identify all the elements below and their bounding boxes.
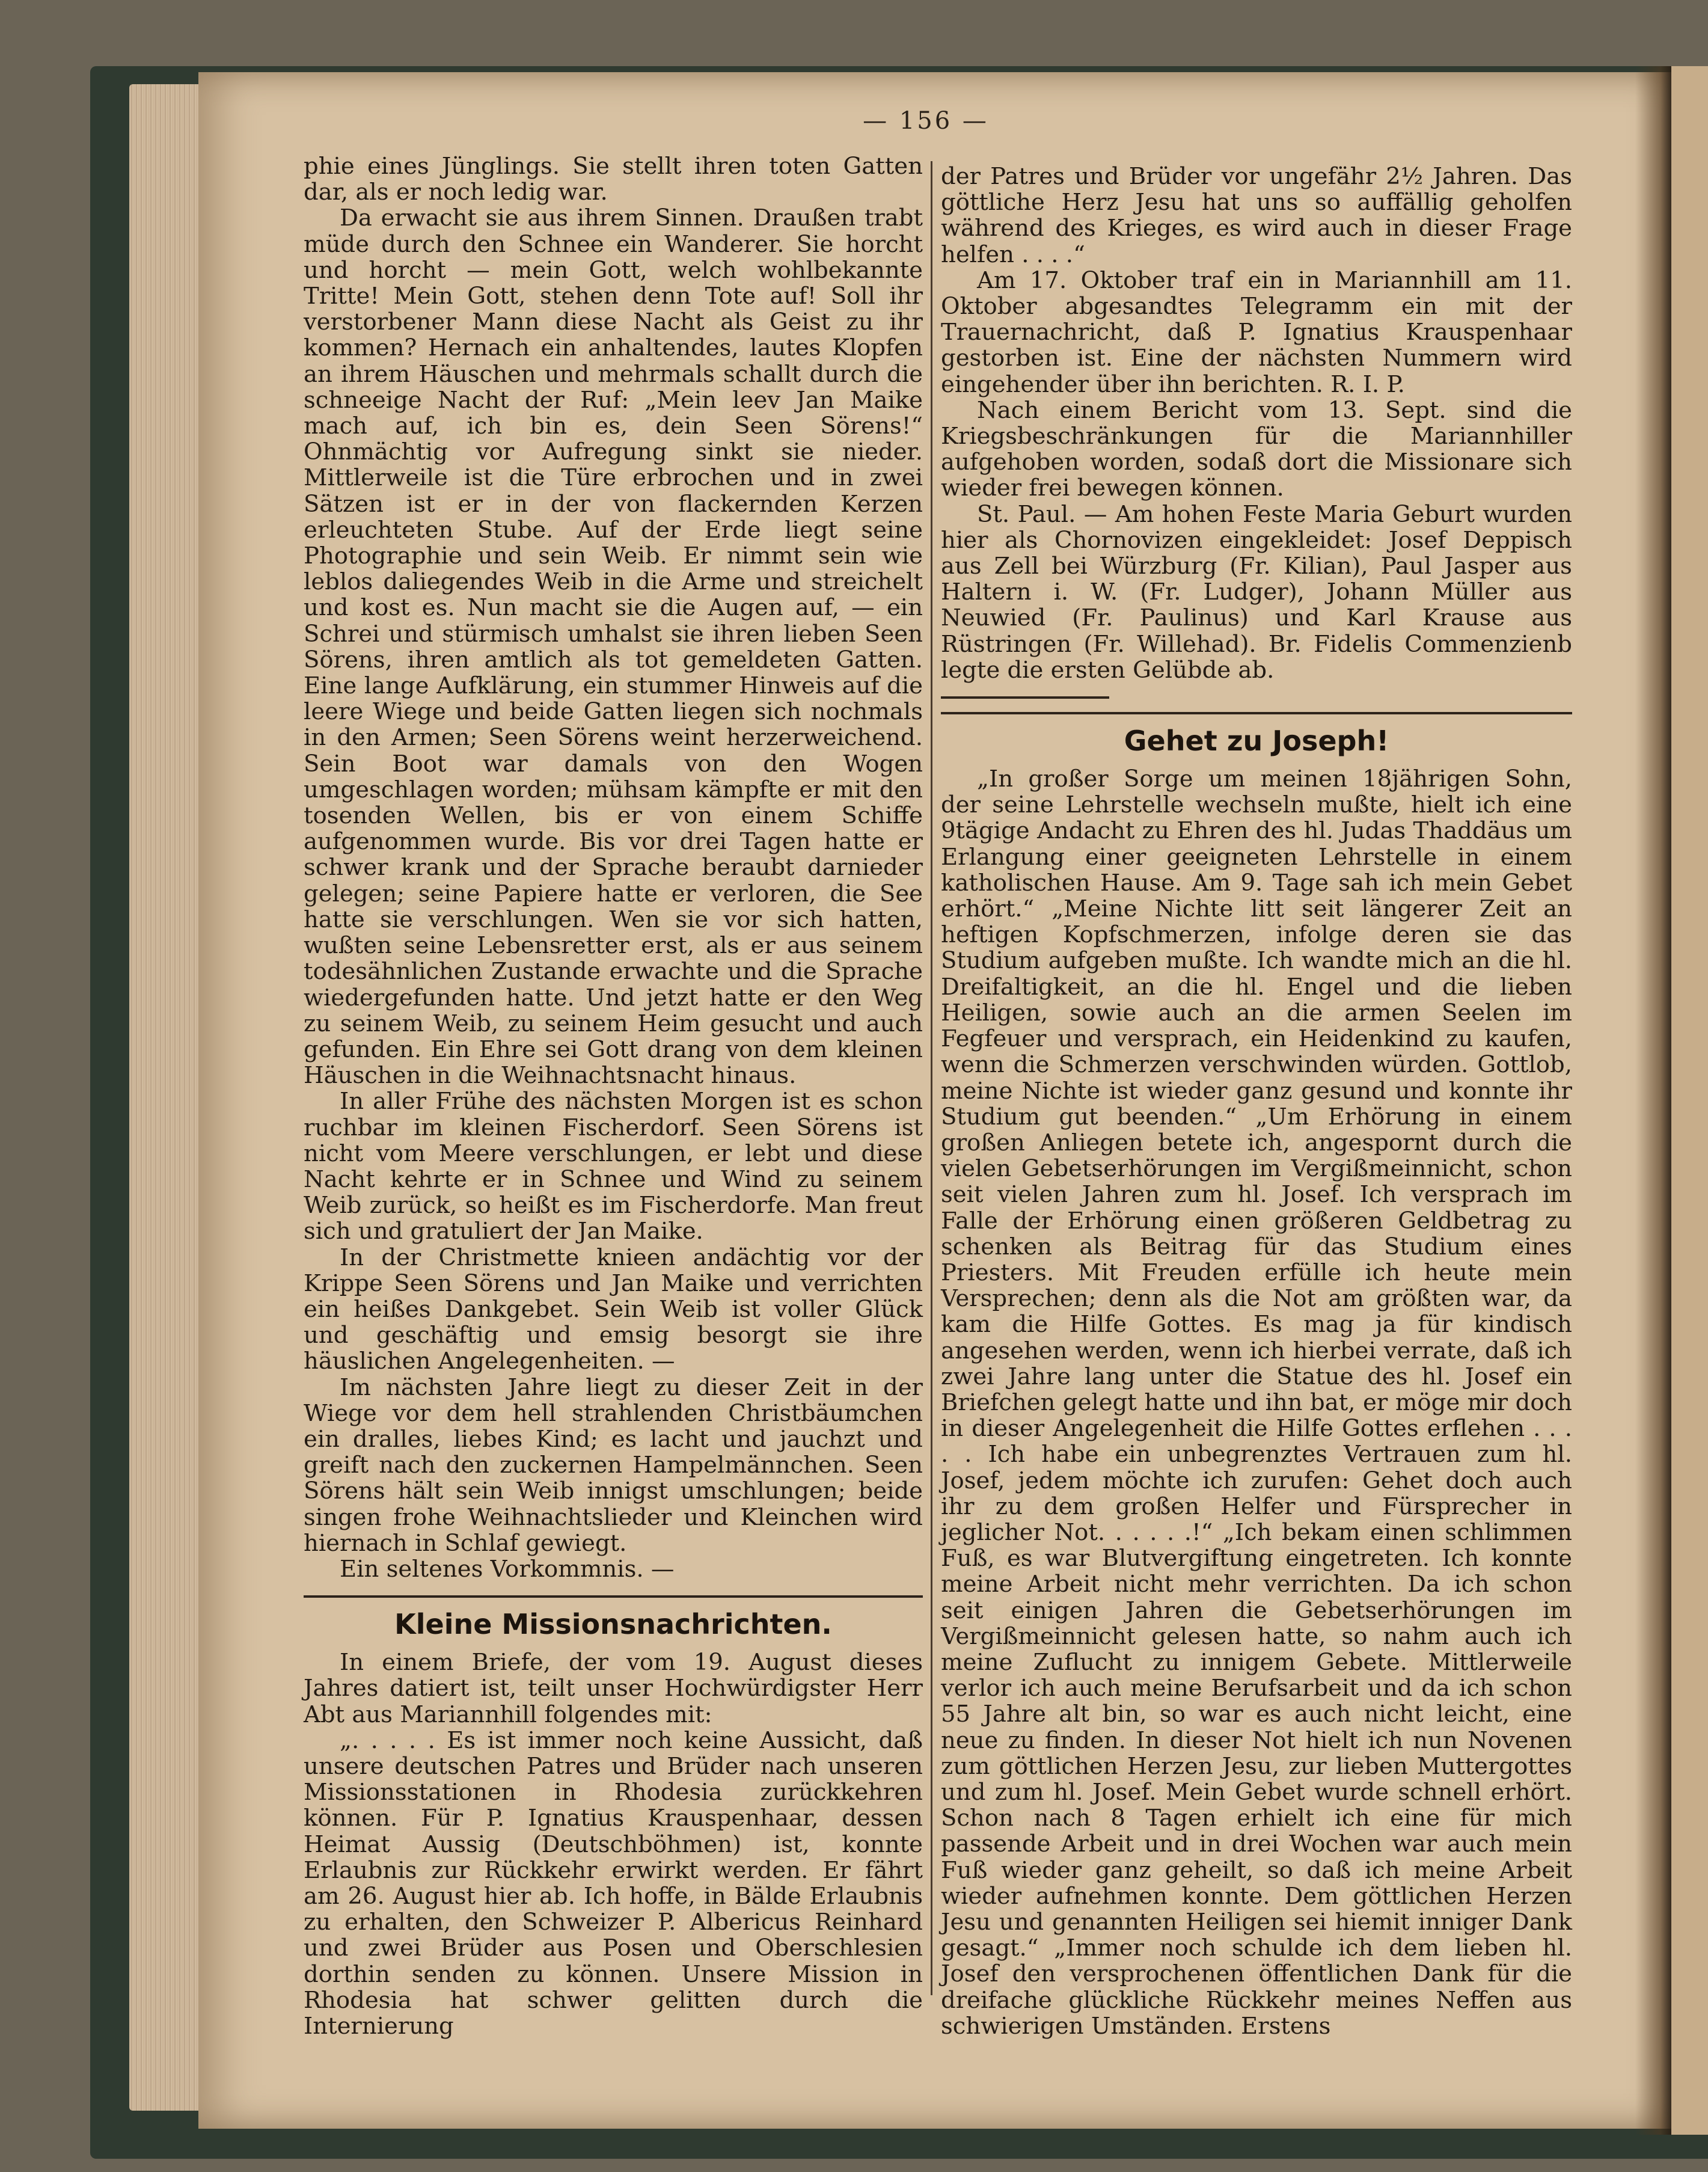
paragraph: St. Paul. — Am hohen Feste Maria Geburt wurden hier als Chornovizen eingekleidet: Josef Deppisch aus Zell bei Würzburg (Fr. Kilian), Paul Jasper aus Haltern i. W. (Fr. Ludger), Johann Müller aus Neuwied (Fr. Paulinus) und Karl Krause aus Rüstringen (Fr. Willehad). Br. Fidelis Commenzienb legte die ersten Gelübde ab. <box>941 500 1572 684</box>
paragraph: In aller Frühe des nächsten Morgen ist es schon ruchbar im kleinen Fischerdorf. Seen Sörens ist nicht vom Meere verschlungen, er lebt und diese Nacht kehrte er in Schnee und Wind zu seinem Weib zurück, so heißt es im Fischerdorfe. Man freut sich und gratuliert der Jan Maike. <box>304 1088 923 1245</box>
section-rule <box>304 1595 923 1598</box>
paragraph: Am 17. Oktober traf ein in Mariannhill am 11. Oktober abgesandtes Telegramm ein mit der Trauernachricht, daß P. Ignatius Krauspenhaar gestorben ist. Eine der nächsten Nummern wird eingehender über ihn berichten. R. I. P. <box>941 266 1572 398</box>
right-column <box>941 164 1572 2039</box>
section-heading: Kleine Missionsnachrichten. <box>394 1608 832 1641</box>
paragraph: In einem Briefe, der vom 19. August dieses Jahres datiert ist, teilt unser Hochwürdigster Herr Abt aus Mariannhill folgendes mit: <box>304 1649 923 1728</box>
facing-page-edge <box>1671 66 1708 2135</box>
paragraph: Da erwacht sie aus ihrem Sinnen. Draußen trabt müde durch den Schnee ein Wanderer. Sie horcht und horcht — mein Gott, welch wohlbekannte Tritte! Mein Gott, stehen denn Tote auf! Soll ihr verstorbener Mann diese Nacht als Geist zu ihr kommen? Hernach ein anhaltendes, lautes Klopfen an ihrem Häuschen und mehrmals schallt durch die schneeige Nacht der Ruf: „Mein leev Jan Maike mach auf, ich bin es, dein Seen Sörens!“ Ohnmächtig vor Aufregung sinkt sie nieder. Mittlerweile ist die Türe erbrochen und in zwei Sätzen ist er in der von flackernden Kerzen erleuchteten Stube. Auf der Erde liegt seine Photographie und sein Weib. Er nimmt sein wie leblos daliegendes Weib in die Arme und streichelt und kost es. Nun macht sie die Augen auf, — ein Schrei und stürmisch umhalst sie ihren lieben Seen Sörens, ihren amtlich als tot gemeldeten Gatten. Eine lange Aufklärung, ein stummer Hinweis auf die leere Wiege und beide Gatten liegen sich nochmals in den Armen; Seen Sörens weint herzerweichend. Sein Boot war damals von den Wogen umgeschlagen worden; mühsam kämpfte er mit den tosenden Wellen, bis er von einem Schiffe aufgenommen wurde. Bis vor drei Tagen hatte er schwer krank und der Sprache beraubt darnieder gelegen; seine Papiere hatte er verloren, die See hatte sie verschlungen. Wen sie vor sich hatten, wußten seine Lebensretter erst, als er aus seinem todesähnlichen Zustande erwachte und die Sprache wiedergefunden hatte. Und jetzt hatte er den Weg zu seinem Weib, zu seinem Heim gesucht und auch gefunden. Ein Ehre sei Gott drang von dem kleinen Häuschen in die Weihnachtsnacht hinaus. <box>304 204 923 1090</box>
paragraph: phie eines Jünglings. Sie stellt ihren toten Gatten dar, als er noch ledig war. <box>304 153 923 206</box>
paragraph: „. . . . . Es ist immer noch keine Aussicht, daß unsere deutschen Patres und Brüder nach unseren Missionsstationen in Rhodesia zurückkehren können. Für P. Ignatius Krauspenhaar, dessen Heimat Aussig (Deutschböhmen) ist, konnte Erlaubnis zur Rückkehr erwirkt werden. Er fährt am 26. August hier ab. Ich hoffe, in Bälde Erlaubnis zu erhalten, den Schweizer P. Albericus Reinhard und zwei Brüder aus Posen und Oberschlesien dorthin senden zu können. Unsere Mission in Rhodesia hat schwer gelitten durch die Internierung <box>304 1726 923 2040</box>
paragraph: Nach einem Bericht vom 13. Sept. sind die Kriegsbeschränkungen für die Mariannhiller aufgehoben worden, sodaß dort die Missionare sich wieder frei bewegen können. <box>941 396 1572 502</box>
paragraph: Ein seltenes Vorkommnis. — <box>340 1555 675 1583</box>
paragraph: Im nächsten Jahre liegt zu dieser Zeit in der Wiege vor dem hell strahlenden Christbäumchen ein dralles, liebes Kind; es lacht und jauchzt und greift nach den zuckernen Hampelmännchen. Seen Sörens hält sein Weib innigst umschlungen; beide singen frohe Weihnachtslieder und Kleinchen wird hiernach in Schlaf gewiegt. <box>304 1373 923 1557</box>
left-column <box>304 153 923 2039</box>
paragraph: In der Christmette knieen andächtig vor der Krippe Seen Sörens und Jan Maike und verrichten ein heißes Dankgebet. Sein Weib ist voller Glück und geschäftig und emsig besorgt sie ihre häuslichen Angelegenheiten. — <box>304 1244 923 1375</box>
section-rule <box>941 712 1572 714</box>
section-heading: Gehet zu Joseph! <box>1124 725 1389 758</box>
gutter-shadow <box>1635 66 1671 2135</box>
paragraph: der Patres und Brüder vor ungefähr 2½ Jahren. Das göttliche Herz Jesu hat uns so auffällig geholfen während des Krieges, es wird auch in dieser Frage helfen . . . .“ <box>941 163 1572 268</box>
column-divider <box>931 161 932 1995</box>
short-rule <box>941 696 1109 699</box>
page-number: — 156 — <box>863 107 989 135</box>
paragraph: „In großer Sorge um meinen 18jährigen Sohn, der seine Lehrstelle wechseln mußte, hielt ich eine 9tägige Andacht zu Ehren des hl. Judas Thaddäus um Erlangung einer geeigneten Lehrstelle in einem katholischen Hause. Am 9. Tage sah ich mein Gebet erhört.“ „Meine Nichte litt seit längerer Zeit an heftigen Kopfschmerzen, infolge deren sie das Studium aufgeben mußte. Ich wandte mich an die hl. Dreifaltigkeit, an die hl. Engel und die lieben Heiligen, sowie auch an die armen Seelen im Fegfeuer und versprach, ein Heidenkind zu kaufen, wenn die Schmerzen verschwinden würden. Gottlob, meine Nichte ist wieder ganz gesund und konnte ihr Studium gut beenden.“ „Um Erhörung in einem großen Anliegen betete ich, angespornt durch die vielen Gebetserhörungen im Vergißmeinnicht, schon seit vielen Jahren zum hl. Josef. Ich versprach im Falle der Erhörung einen größeren Geldbetrag zu schenken als Beitrag für das Studium eines Priesters. Mit Freuden erfülle ich heute mein Versprechen; denn als die Not am größten war, da kam die Hilfe Gottes. Es mag ja für kindisch angesehen werden, wenn ich hierbei verrate, daß ich zwei Jahre lang unter die Statue des hl. Josef ein Briefchen gelegt hatte und ihn bat, er möge mir doch in dieser Angelegenheit die Hilfe Gottes erflehen . . . . . Ich habe ein unbegrenztes Vertrauen zum hl. Josef, jedem möchte ich zurufen: Gehet doch auch ihr zu dem großen Helfer und Fürsprecher in jeglicher Not. . . . . .!“ „Ich bekam einen schlimmen Fuß, es war Blutvergiftung eingetreten. Ich konnte meine Arbeit nicht mehr verrichten. Da ich schon seit einigen Jahren die Gebetserhörungen im Vergißmeinnicht gelesen hatte, so nahm auch ich meine Zuflucht zu innigem Gebete. Mittlerweile verlor ich auch meine Berufsarbeit und da ich schon 55 Jahre alt bin, so war es auch nicht leicht, eine neue zu finden. In dieser Not hielt ich nun Novenen zum göttlichen Herzen Jesu, zur lieben Muttergottes und zum hl. Josef. Mein Gebet wurde schnell erhört. Schon nach 8 Tagen erhielt ich eine für mich passende Arbeit und in drei Wochen war auch mein Fuß wieder ganz geheilt, so daß ich meine Arbeit wieder aufnehmen konnte. Dem göttlichen Herzen Jesu und genannten Heiligen sei hiemit inniger Dank gesagt.“ „Immer noch schulde ich dem lieben hl. Josef den versprochenen öffentlichen Dank für die dreifache glückliche Rückkehr meines Neffen aus schwierigen Umständen. Erstens <box>941 765 1572 2040</box>
